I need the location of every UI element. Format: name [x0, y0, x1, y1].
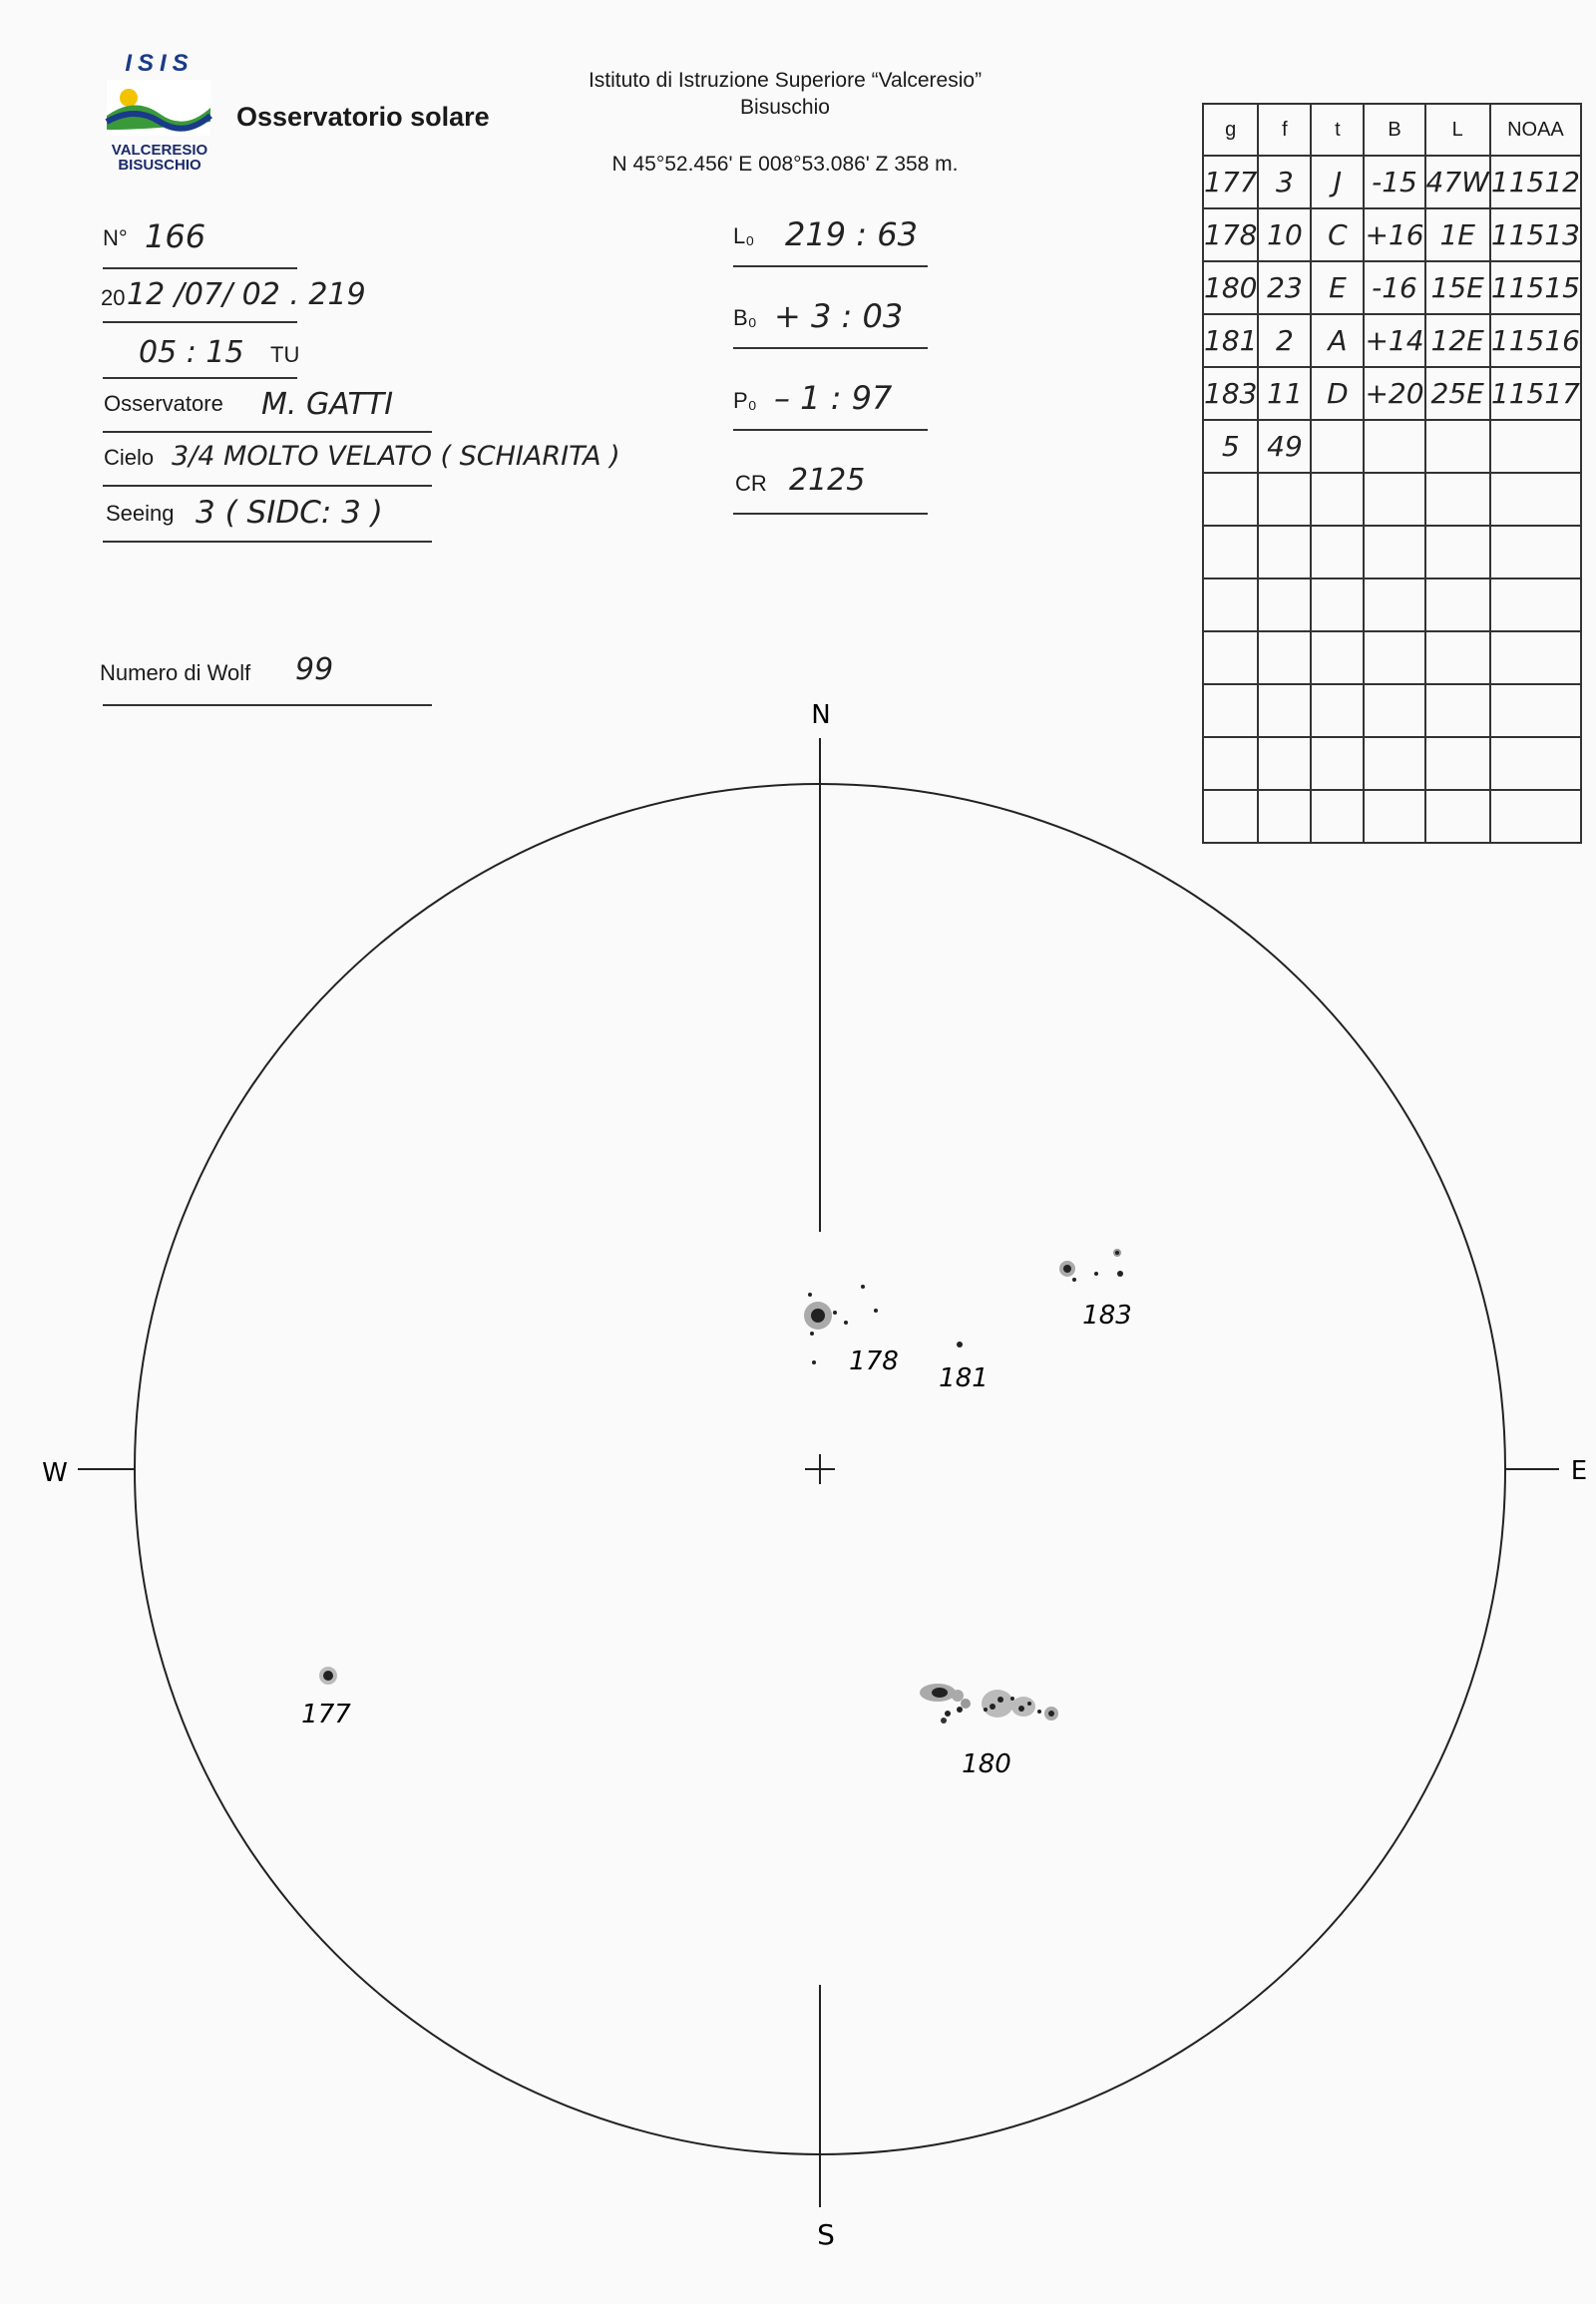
- b0-value: + 3 : 03: [774, 297, 904, 335]
- sunspot-group-180: [920, 1684, 1058, 1724]
- sunspot-group-181: [957, 1342, 963, 1347]
- table-cell: C: [1311, 208, 1364, 261]
- seeing-value: 3 ( SIDC: 3 ): [196, 495, 383, 531]
- table-cell: D: [1311, 367, 1364, 420]
- page-title: Osservatorio solare: [236, 102, 490, 132]
- institution-place: Bisuschio: [740, 96, 830, 119]
- table-cell: 25E: [1425, 367, 1490, 420]
- table-cell: 12E: [1425, 314, 1490, 367]
- table-cell: 1E: [1425, 208, 1490, 261]
- sunspot-group-177: [319, 1667, 337, 1685]
- table-cell: -15: [1364, 156, 1424, 208]
- table-header-cell: t: [1311, 104, 1364, 156]
- table-cell: +20: [1364, 367, 1424, 420]
- seeing-label: Seeing: [106, 501, 175, 526]
- p0-value: – 1 : 97: [774, 379, 893, 417]
- table-cell: 15E: [1425, 261, 1490, 314]
- table-cell: 11: [1258, 367, 1311, 420]
- table-cell: +16: [1364, 208, 1424, 261]
- p0-label: P₀: [733, 388, 757, 413]
- institution-name: Istituto di Istruzione Superiore “Valceresio”: [588, 69, 983, 92]
- number-label: N°: [103, 225, 128, 250]
- time-value: 05 : 15: [139, 335, 244, 370]
- logo-line1: VALCERESIO: [111, 142, 208, 159]
- group-177-label: 177: [301, 1700, 351, 1729]
- table-header-cell: g: [1203, 104, 1258, 156]
- logo-brand: ISIS: [125, 50, 195, 77]
- wolf-label: Numero di Wolf: [100, 660, 251, 685]
- sunspot-group-183: [1059, 1249, 1123, 1282]
- observatory-coordinates: N 45°52.456' E 008°53.086' Z 358 m.: [611, 153, 959, 176]
- table-cell: 180: [1203, 261, 1258, 314]
- table-header-cell: NOAA: [1490, 104, 1581, 156]
- table-cell: 11513: [1490, 208, 1581, 261]
- observer-label: Osservatore: [104, 391, 223, 416]
- table-cell: 23: [1258, 261, 1311, 314]
- table-cell: 47W: [1425, 156, 1490, 208]
- table-cell: 11515: [1490, 261, 1581, 314]
- table-cell: A: [1311, 314, 1364, 367]
- north-label: N: [811, 700, 831, 730]
- table-cell: 2: [1258, 314, 1311, 367]
- logo-line2: BISUSCHIO: [118, 157, 201, 174]
- table-header-cell: B: [1364, 104, 1424, 156]
- sky-value: 3/4 MOLTO VELATO ( SCHIARITA ): [172, 441, 620, 472]
- table-cell: 11516: [1490, 314, 1581, 367]
- west-label: W: [42, 1458, 68, 1488]
- table-cell: E: [1311, 261, 1364, 314]
- group-180-label: 180: [962, 1749, 1011, 1779]
- table-header-cell: f: [1258, 104, 1311, 156]
- b0-label: B₀: [733, 305, 757, 330]
- table-cell: 11517: [1490, 367, 1581, 420]
- table-cell: 3: [1258, 156, 1311, 208]
- table-cell: 10: [1258, 208, 1311, 261]
- table-cell: J: [1311, 156, 1364, 208]
- table-cell: -16: [1364, 261, 1424, 314]
- cr-value: 2125: [789, 463, 866, 498]
- l0-value: 219 : 63: [785, 215, 918, 253]
- table-cell: 177: [1203, 156, 1258, 208]
- observer-value: M. GATTI: [261, 387, 394, 422]
- table-cell: 181: [1203, 314, 1258, 367]
- time-unit: TU: [270, 342, 300, 367]
- south-label: S: [817, 2218, 835, 2251]
- group-178-label: 178: [849, 1346, 899, 1376]
- cr-label: CR: [735, 471, 767, 496]
- sky-label: Cielo: [104, 445, 155, 470]
- table-cell: 11512: [1490, 156, 1581, 208]
- table-header-cell: L: [1425, 104, 1490, 156]
- date-prefix: 20: [101, 285, 126, 310]
- table-cell: 5: [1203, 420, 1258, 473]
- group-183-label: 183: [1082, 1301, 1132, 1331]
- table-cell: 183: [1203, 367, 1258, 420]
- table-cell: 49: [1258, 420, 1311, 473]
- number-value: 166: [145, 217, 206, 255]
- date-value: 12 /07/ 02 . 219: [127, 277, 366, 312]
- table-cell: +14: [1364, 314, 1424, 367]
- l0-label: L₀: [733, 223, 755, 248]
- table-cell: 178: [1203, 208, 1258, 261]
- east-label: E: [1570, 1456, 1588, 1486]
- wolf-value: 99: [295, 652, 334, 687]
- group-181-label: 181: [939, 1363, 989, 1393]
